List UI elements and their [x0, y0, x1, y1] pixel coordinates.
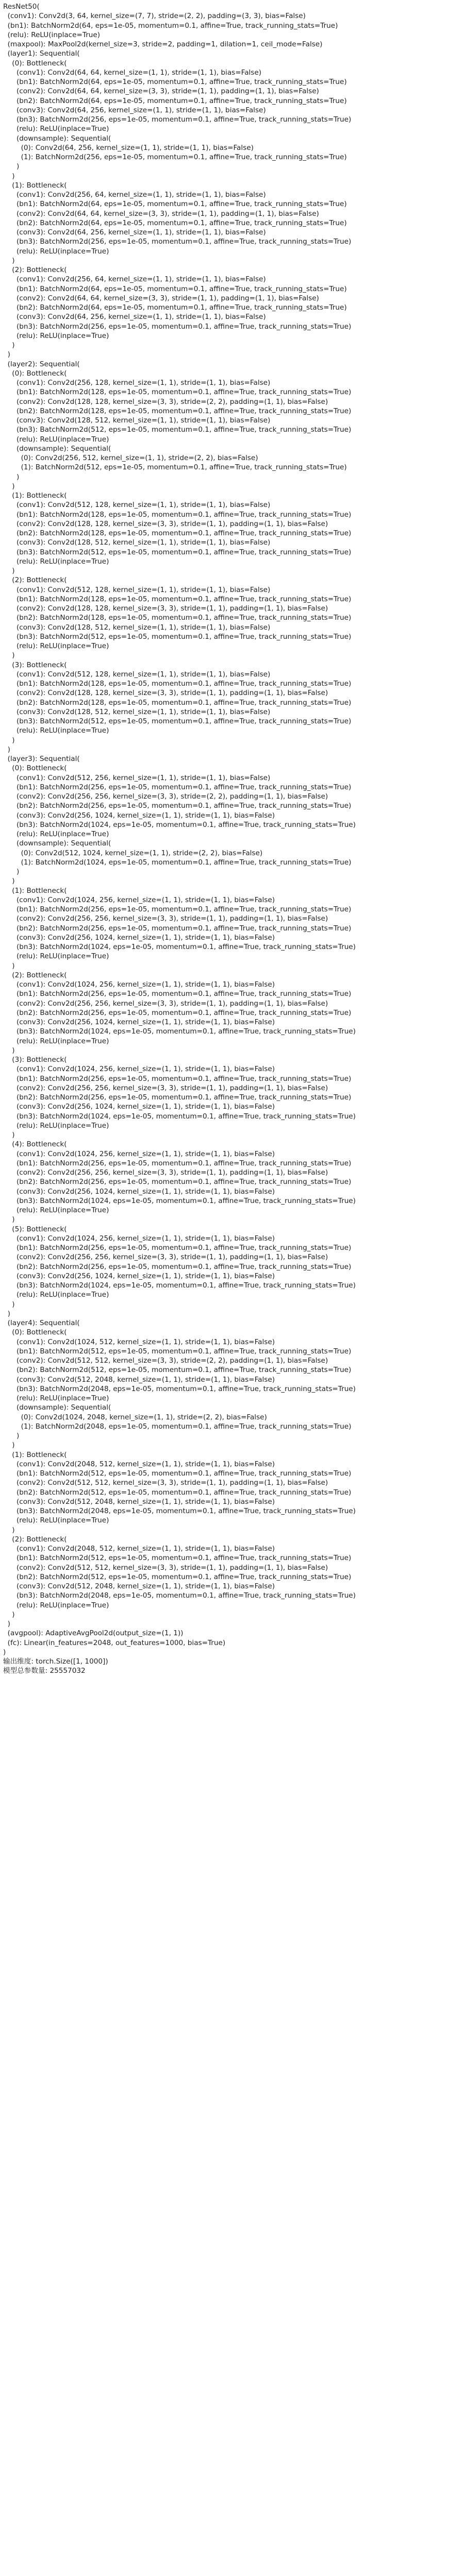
console-line: ) [3, 1300, 15, 1309]
console-line: (3): Bottleneck( [3, 1056, 67, 1064]
console-line: (conv1): Conv2d(3, 64, kernel_size=(7, 7), stride=(2, 2), padding=(3, 3), bias=False) [3, 12, 306, 21]
console-line: (bn2): BatchNorm2d(256, eps=1e-05, momentum=0.1, affine=True, track_running_stats=True) [3, 1178, 352, 1187]
console-line: (0): Conv2d(1024, 2048, kernel_size=(1, 1), stride=(2, 2), bias=False) [3, 1413, 267, 1421]
console-line: (conv1): Conv2d(256, 64, kernel_size=(1, 1), stride=(1, 1), bias=False) [3, 191, 266, 199]
console-line: (conv3): Conv2d(64, 256, kernel_size=(1, 1), stride=(1, 1), bias=False) [3, 106, 266, 114]
console-line: (downsample): Sequential( [3, 134, 111, 143]
console-line: (relu): ReLU(inplace=True) [3, 1601, 109, 1609]
console-line: (bn1): BatchNorm2d(256, eps=1e-05, momentum=0.1, affine=True, track_running_stats=True) [3, 990, 352, 998]
console-line: (conv3): Conv2d(128, 512, kernel_size=(1, 1), stride=(1, 1), bias=False) [3, 416, 271, 425]
console-line: (bn1): BatchNorm2d(64, eps=1e-05, momentum=0.1, affine=True, track_running_stats=True) [3, 78, 347, 86]
console-line: (conv1): Conv2d(512, 128, kernel_size=(1, 1), stride=(1, 1), bias=False) [3, 670, 271, 679]
console-line: (2): Bottleneck( [3, 971, 67, 979]
console-line: (relu): ReLU(inplace=True) [3, 1037, 109, 1045]
console-line: (maxpool): MaxPool2d(kernel_size=3, stride=2, padding=1, dilation=1, ceil_mode=False) [3, 40, 323, 48]
console-line: (conv3): Conv2d(256, 1024, kernel_size=(1, 1), stride=(1, 1), bias=False) [3, 1187, 275, 1196]
console-line: (relu): ReLU(inplace=True) [3, 1516, 109, 1525]
console-line: (0): Bottleneck( [3, 59, 67, 67]
console-line: (bn2): BatchNorm2d(128, eps=1e-05, momentum=0.1, affine=True, track_running_stats=True) [3, 614, 352, 622]
console-line: ) [3, 172, 15, 180]
console-line: (bn3): BatchNorm2d(256, eps=1e-05, momentum=0.1, affine=True, track_running_stats=True) [3, 238, 352, 246]
console-line: (conv1): Conv2d(1024, 512, kernel_size=(1, 1), stride=(1, 1), bias=False) [3, 1337, 275, 1346]
console-line: (bn3): BatchNorm2d(256, eps=1e-05, momentum=0.1, affine=True, track_running_stats=True) [3, 115, 352, 124]
console-line: ) [3, 341, 15, 349]
console-line: ) [3, 482, 15, 490]
console-line: (bn1): BatchNorm2d(128, eps=1e-05, momentum=0.1, affine=True, track_running_stats=True) [3, 388, 352, 397]
console-line: (conv1): Conv2d(2048, 512, kernel_size=(1, 1), stride=(1, 1), bias=False) [3, 1545, 275, 1553]
console-line: (1): Bottleneck( [3, 1450, 67, 1459]
console-line: (relu): ReLU(inplace=True) [3, 952, 109, 961]
console-line: (conv1): Conv2d(512, 256, kernel_size=(1, 1), stride=(1, 1), bias=False) [3, 773, 271, 782]
console-line: (bn2): BatchNorm2d(512, eps=1e-05, momentum=0.1, affine=True, track_running_stats=True) [3, 1366, 352, 1375]
console-line: (bn3): BatchNorm2d(512, eps=1e-05, momentum=0.1, affine=True, track_running_stats=True) [3, 548, 352, 556]
console-line: (2): Bottleneck( [3, 1535, 67, 1544]
console-line: ) [3, 1432, 20, 1440]
console-line: (2): Bottleneck( [3, 266, 67, 274]
console-line: (0): Conv2d(256, 512, kernel_size=(1, 1), stride=(2, 2), bias=False) [3, 454, 258, 462]
console-line: (bn3): BatchNorm2d(2048, eps=1e-05, momentum=0.1, affine=True, track_running_stats=True) [3, 1384, 356, 1393]
console-line: (bn1): BatchNorm2d(256, eps=1e-05, momentum=0.1, affine=True, track_running_stats=True) [3, 783, 352, 791]
console-line: (layer1): Sequential( [3, 49, 80, 58]
console-line: (conv2): Conv2d(256, 256, kernel_size=(3, 3), stride=(1, 1), padding=(1, 1), bias=False) [3, 999, 328, 1008]
console-line: (conv2): Conv2d(256, 256, kernel_size=(3, 3), stride=(1, 1), padding=(1, 1), bias=False) [3, 1168, 328, 1177]
console-line: 输出维度: torch.Size([1, 1000]) [3, 1657, 108, 1666]
console-line: (0): Bottleneck( [3, 764, 67, 773]
console-line: (0): Conv2d(512, 1024, kernel_size=(1, 1), stride=(2, 2), bias=False) [3, 849, 263, 857]
console-line: ) [3, 1526, 15, 1534]
console-line: (1): BatchNorm2d(2048, eps=1e-05, momentum=0.1, affine=True, track_running_stats=True) [3, 1422, 352, 1431]
console-line: ) [3, 472, 20, 481]
console-line: (4): Bottleneck( [3, 1140, 67, 1149]
console-line: (conv1): Conv2d(256, 64, kernel_size=(1, 1), stride=(1, 1), bias=False) [3, 275, 266, 284]
console-line: (conv1): Conv2d(1024, 256, kernel_size=(1, 1), stride=(1, 1), bias=False) [3, 1065, 275, 1074]
console-line: (3): Bottleneck( [3, 660, 67, 669]
console-line: (bn1): BatchNorm2d(512, eps=1e-05, momentum=0.1, affine=True, track_running_stats=True) [3, 1469, 352, 1478]
console-line: (0): Bottleneck( [3, 369, 67, 378]
console-line: ) [3, 162, 20, 171]
console-line: (conv2): Conv2d(128, 128, kernel_size=(3, 3), stride=(1, 1), padding=(1, 1), bias=False) [3, 519, 328, 528]
console-line: (2): Bottleneck( [3, 576, 67, 585]
console-line: ResNet50( [3, 3, 40, 11]
console-line: (conv2): Conv2d(128, 128, kernel_size=(3, 3), stride=(1, 1), padding=(1, 1), bias=False) [3, 604, 328, 613]
console-line: (conv1): Conv2d(64, 64, kernel_size=(1, 1), stride=(1, 1), bias=False) [3, 68, 262, 77]
console-line: (bn1): BatchNorm2d(256, eps=1e-05, momentum=0.1, affine=True, track_running_stats=True) [3, 905, 352, 913]
console-line: (avgpool): AdaptiveAvgPool2d(output_size=(1, 1)) [3, 1629, 184, 1638]
console-line: (bn2): BatchNorm2d(256, eps=1e-05, momentum=0.1, affine=True, track_running_stats=True) [3, 1262, 352, 1271]
console-line: ) [3, 1610, 15, 1619]
console-line: (conv1): Conv2d(1024, 256, kernel_size=(1, 1), stride=(1, 1), bias=False) [3, 1149, 275, 1158]
console-line: (bn3): BatchNorm2d(256, eps=1e-05, momentum=0.1, affine=True, track_running_stats=True) [3, 322, 352, 331]
console-line: (bn3): BatchNorm2d(1024, eps=1e-05, momentum=0.1, affine=True, track_running_stats=True) [3, 943, 356, 951]
console-line: (conv3): Conv2d(256, 1024, kernel_size=(1, 1), stride=(1, 1), bias=False) [3, 1018, 275, 1026]
console-line: (bn1): BatchNorm2d(512, eps=1e-05, momentum=0.1, affine=True, track_running_stats=True) [3, 1347, 352, 1355]
console-line: (relu): ReLU(inplace=True) [3, 435, 109, 444]
console-line: (bn3): BatchNorm2d(1024, eps=1e-05, momentum=0.1, affine=True, track_running_stats=True) [3, 1281, 356, 1290]
console-line: (conv2): Conv2d(256, 256, kernel_size=(3, 3), stride=(1, 1), padding=(1, 1), bias=False) [3, 1083, 328, 1092]
console-line: (conv3): Conv2d(256, 1024, kernel_size=(1, 1), stride=(1, 1), bias=False) [3, 933, 275, 942]
console-line: (fc): Linear(in_features=2048, out_features=1000, bias=True) [3, 1638, 226, 1647]
console-line: (bn1): BatchNorm2d(64, eps=1e-05, momentum=0.1, affine=True, track_running_stats=True) [3, 200, 347, 209]
console-line: (bn2): BatchNorm2d(128, eps=1e-05, momentum=0.1, affine=True, track_running_stats=True) [3, 529, 352, 537]
console-line: ) [3, 350, 10, 359]
console-line: ) [3, 877, 15, 886]
console-line: ) [3, 745, 10, 754]
console-line: (conv3): Conv2d(512, 2048, kernel_size=(1, 1), stride=(1, 1), bias=False) [3, 1582, 275, 1590]
console-line: (1): BatchNorm2d(512, eps=1e-05, momentum=0.1, affine=True, track_running_stats=True) [3, 463, 347, 472]
console-line: (bn2): BatchNorm2d(64, eps=1e-05, momentum=0.1, affine=True, track_running_stats=True) [3, 303, 347, 312]
console-line: (conv1): Conv2d(512, 128, kernel_size=(1, 1), stride=(1, 1), bias=False) [3, 501, 271, 510]
console-line: (conv2): Conv2d(128, 128, kernel_size=(3, 3), stride=(1, 1), padding=(1, 1), bias=False) [3, 689, 328, 698]
console-line: (conv3): Conv2d(128, 512, kernel_size=(1, 1), stride=(1, 1), bias=False) [3, 707, 271, 716]
console-line: ) [3, 1620, 10, 1628]
console-line: (bn2): BatchNorm2d(128, eps=1e-05, momentum=0.1, affine=True, track_running_stats=True) [3, 406, 352, 415]
console-line: (1): Bottleneck( [3, 181, 67, 190]
console-line: ) [3, 736, 15, 744]
console-line: (conv2): Conv2d(512, 512, kernel_size=(3, 3), stride=(1, 1), padding=(1, 1), bias=False) [3, 1479, 328, 1487]
console-line: (conv2): Conv2d(64, 64, kernel_size=(3, 3), stride=(1, 1), padding=(1, 1), bias=False) [3, 209, 319, 218]
console-line: (conv2): Conv2d(64, 64, kernel_size=(3, 3), stride=(1, 1), padding=(1, 1), bias=False) [3, 87, 319, 96]
console-line: (1): Bottleneck( [3, 492, 67, 500]
console-line: (bn2): BatchNorm2d(64, eps=1e-05, momentum=0.1, affine=True, track_running_stats=True) [3, 218, 347, 227]
console-line: (layer2): Sequential( [3, 360, 80, 368]
console-line: (downsample): Sequential( [3, 444, 111, 453]
console-line: (bn2): BatchNorm2d(256, eps=1e-05, momentum=0.1, affine=True, track_running_stats=True) [3, 924, 352, 933]
console-line: (conv2): Conv2d(256, 256, kernel_size=(3, 3), stride=(1, 1), padding=(1, 1), bias=False) [3, 1253, 328, 1262]
console-line: (bn1): BatchNorm2d(128, eps=1e-05, momentum=0.1, affine=True, track_running_stats=True) [3, 510, 352, 519]
console-line: (conv3): Conv2d(256, 1024, kernel_size=(1, 1), stride=(1, 1), bias=False) [3, 1272, 275, 1280]
console-line: (relu): ReLU(inplace=True) [3, 125, 109, 133]
console-line: (conv3): Conv2d(512, 2048, kernel_size=(1, 1), stride=(1, 1), bias=False) [3, 1375, 275, 1384]
console-line: (1): BatchNorm2d(256, eps=1e-05, momentum=0.1, affine=True, track_running_stats=True) [3, 153, 347, 161]
console-line: ) [3, 651, 15, 660]
console-line: (conv1): Conv2d(512, 128, kernel_size=(1, 1), stride=(1, 1), bias=False) [3, 585, 271, 594]
console-line: (bn3): BatchNorm2d(1024, eps=1e-05, momentum=0.1, affine=True, track_running_stats=True) [3, 1027, 356, 1036]
console-line: (bn1): BatchNorm2d(128, eps=1e-05, momentum=0.1, affine=True, track_running_stats=True) [3, 595, 352, 603]
console-line: (relu): ReLU(inplace=True) [3, 1394, 109, 1402]
console-line: (conv3): Conv2d(128, 512, kernel_size=(1, 1), stride=(1, 1), bias=False) [3, 538, 271, 547]
console-line: (conv1): Conv2d(256, 128, kernel_size=(1, 1), stride=(1, 1), bias=False) [3, 379, 271, 387]
console-line: (conv2): Conv2d(512, 512, kernel_size=(3, 3), stride=(1, 1), padding=(1, 1), bias=False) [3, 1563, 328, 1572]
console-line: (conv3): Conv2d(64, 256, kernel_size=(1, 1), stride=(1, 1), bias=False) [3, 228, 266, 236]
console-line: (downsample): Sequential( [3, 1403, 111, 1412]
console-line: (conv3): Conv2d(256, 1024, kernel_size=(1, 1), stride=(1, 1), bias=False) [3, 1103, 275, 1111]
console-line: (relu): ReLU(inplace=True) [3, 30, 101, 39]
console-line: (bn2): BatchNorm2d(256, eps=1e-05, momentum=0.1, affine=True, track_running_stats=True) [3, 802, 352, 810]
console-line: (relu): ReLU(inplace=True) [3, 1206, 109, 1214]
console-line: (bn3): BatchNorm2d(512, eps=1e-05, momentum=0.1, affine=True, track_running_stats=True) [3, 426, 352, 434]
console-line: (bn2): BatchNorm2d(512, eps=1e-05, momentum=0.1, affine=True, track_running_stats=True) [3, 1488, 352, 1497]
console-line: ) [3, 1648, 6, 1656]
console-line: (bn2): BatchNorm2d(64, eps=1e-05, momentum=0.1, affine=True, track_running_stats=True) [3, 96, 347, 105]
console-line: ) [3, 1131, 15, 1139]
console-line: (layer4): Sequential( [3, 1319, 80, 1327]
console-line: (conv1): Conv2d(1024, 256, kernel_size=(1, 1), stride=(1, 1), bias=False) [3, 895, 275, 904]
console-line: (1): BatchNorm2d(1024, eps=1e-05, momentum=0.1, affine=True, track_running_stats=True) [3, 858, 352, 867]
console-line: (bn1): BatchNorm2d(64, eps=1e-05, momentum=0.1, affine=True, track_running_stats=True) [3, 284, 347, 293]
console-line: (bn1): BatchNorm2d(256, eps=1e-05, momentum=0.1, affine=True, track_running_stats=True) [3, 1159, 352, 1167]
console-line: (conv2): Conv2d(128, 128, kernel_size=(3, 3), stride=(2, 2), padding=(1, 1), bias=False) [3, 397, 328, 406]
console-line: (bn3): BatchNorm2d(2048, eps=1e-05, momentum=0.1, affine=True, track_running_stats=True) [3, 1507, 356, 1515]
console-line: (bn2): BatchNorm2d(256, eps=1e-05, momentum=0.1, affine=True, track_running_stats=True) [3, 1093, 352, 1101]
console-line: ) [3, 1309, 10, 1318]
console-line: (bn1): BatchNorm2d(256, eps=1e-05, momentum=0.1, affine=True, track_running_stats=True) [3, 1244, 352, 1252]
console-line: (bn1): BatchNorm2d(128, eps=1e-05, momentum=0.1, affine=True, track_running_stats=True) [3, 680, 352, 688]
console-line: (relu): ReLU(inplace=True) [3, 1121, 109, 1130]
console-line: (conv3): Conv2d(256, 1024, kernel_size=(1, 1), stride=(1, 1), bias=False) [3, 811, 275, 820]
console-line: (conv2): Conv2d(64, 64, kernel_size=(3, 3), stride=(1, 1), padding=(1, 1), bias=False) [3, 294, 319, 302]
console-line: (conv2): Conv2d(256, 256, kernel_size=(3, 3), stride=(2, 2), padding=(1, 1), bias=False) [3, 792, 328, 801]
console-line: (bn2): BatchNorm2d(512, eps=1e-05, momentum=0.1, affine=True, track_running_stats=True) [3, 1572, 352, 1581]
console-line: (relu): ReLU(inplace=True) [3, 247, 109, 256]
console-line: (bn1): BatchNorm2d(512, eps=1e-05, momentum=0.1, affine=True, track_running_stats=True) [3, 1554, 352, 1563]
console-line: (conv1): Conv2d(2048, 512, kernel_size=(1, 1), stride=(1, 1), bias=False) [3, 1460, 275, 1468]
console-line: (relu): ReLU(inplace=True) [3, 642, 109, 650]
console-line: (0): Conv2d(64, 256, kernel_size=(1, 1), stride=(1, 1), bias=False) [3, 143, 254, 152]
console-line: (downsample): Sequential( [3, 839, 111, 848]
console-line: (5): Bottleneck( [3, 1225, 67, 1233]
console-line: (0): Bottleneck( [3, 1328, 67, 1337]
console-line: (relu): ReLU(inplace=True) [3, 830, 109, 838]
console-line: (bn3): BatchNorm2d(2048, eps=1e-05, momentum=0.1, affine=True, track_running_stats=True) [3, 1591, 356, 1600]
console-line: (bn2): BatchNorm2d(128, eps=1e-05, momentum=0.1, affine=True, track_running_stats=True) [3, 698, 352, 707]
console-line: (bn3): BatchNorm2d(1024, eps=1e-05, momentum=0.1, affine=True, track_running_stats=True) [3, 1196, 356, 1205]
console-line: (conv3): Conv2d(512, 2048, kernel_size=(1, 1), stride=(1, 1), bias=False) [3, 1497, 275, 1506]
console-line: ) [3, 256, 15, 265]
console-line: (bn3): BatchNorm2d(1024, eps=1e-05, momentum=0.1, affine=True, track_running_stats=True) [3, 820, 356, 829]
console-line: (relu): ReLU(inplace=True) [3, 331, 109, 340]
console-line: (conv3): Conv2d(64, 256, kernel_size=(1, 1), stride=(1, 1), bias=False) [3, 313, 266, 321]
console-line: ) [3, 1046, 15, 1055]
console-line: (conv2): Conv2d(256, 256, kernel_size=(3, 3), stride=(1, 1), padding=(1, 1), bias=False) [3, 914, 328, 923]
console-line: (bn2): BatchNorm2d(256, eps=1e-05, momentum=0.1, affine=True, track_running_stats=True) [3, 1008, 352, 1017]
console-line: ) [3, 567, 15, 575]
console-line: (relu): ReLU(inplace=True) [3, 726, 109, 735]
console-line: (1): Bottleneck( [3, 886, 67, 895]
console-line: (relu): ReLU(inplace=True) [3, 557, 109, 566]
console-line: (bn3): BatchNorm2d(1024, eps=1e-05, momentum=0.1, affine=True, track_running_stats=True) [3, 1112, 356, 1121]
console-line: (bn3): BatchNorm2d(512, eps=1e-05, momentum=0.1, affine=True, track_running_stats=True) [3, 717, 352, 725]
console-line: (relu): ReLU(inplace=True) [3, 1291, 109, 1299]
console-line: (bn1): BatchNorm2d(64, eps=1e-05, momentum=0.1, affine=True, track_running_stats=True) [3, 21, 338, 30]
console-line: (conv2): Conv2d(512, 512, kernel_size=(3, 3), stride=(2, 2), padding=(1, 1), bias=False) [3, 1357, 328, 1365]
console-line: (conv1): Conv2d(1024, 256, kernel_size=(1, 1), stride=(1, 1), bias=False) [3, 980, 275, 989]
console-line: (conv3): Conv2d(128, 512, kernel_size=(1, 1), stride=(1, 1), bias=False) [3, 623, 271, 632]
console-line: ) [3, 1215, 15, 1224]
console-line: (bn1): BatchNorm2d(256, eps=1e-05, momentum=0.1, affine=True, track_running_stats=True) [3, 1074, 352, 1083]
console-line: (conv1): Conv2d(1024, 256, kernel_size=(1, 1), stride=(1, 1), bias=False) [3, 1234, 275, 1243]
console-line: 模型总参数量: 25557032 [3, 1667, 86, 1675]
console-line: (bn3): BatchNorm2d(512, eps=1e-05, momentum=0.1, affine=True, track_running_stats=True) [3, 632, 352, 641]
console-line: ) [3, 961, 15, 970]
console-line: ) [3, 1441, 15, 1450]
console-line: ) [3, 868, 20, 876]
console-line: (layer3): Sequential( [3, 755, 80, 763]
